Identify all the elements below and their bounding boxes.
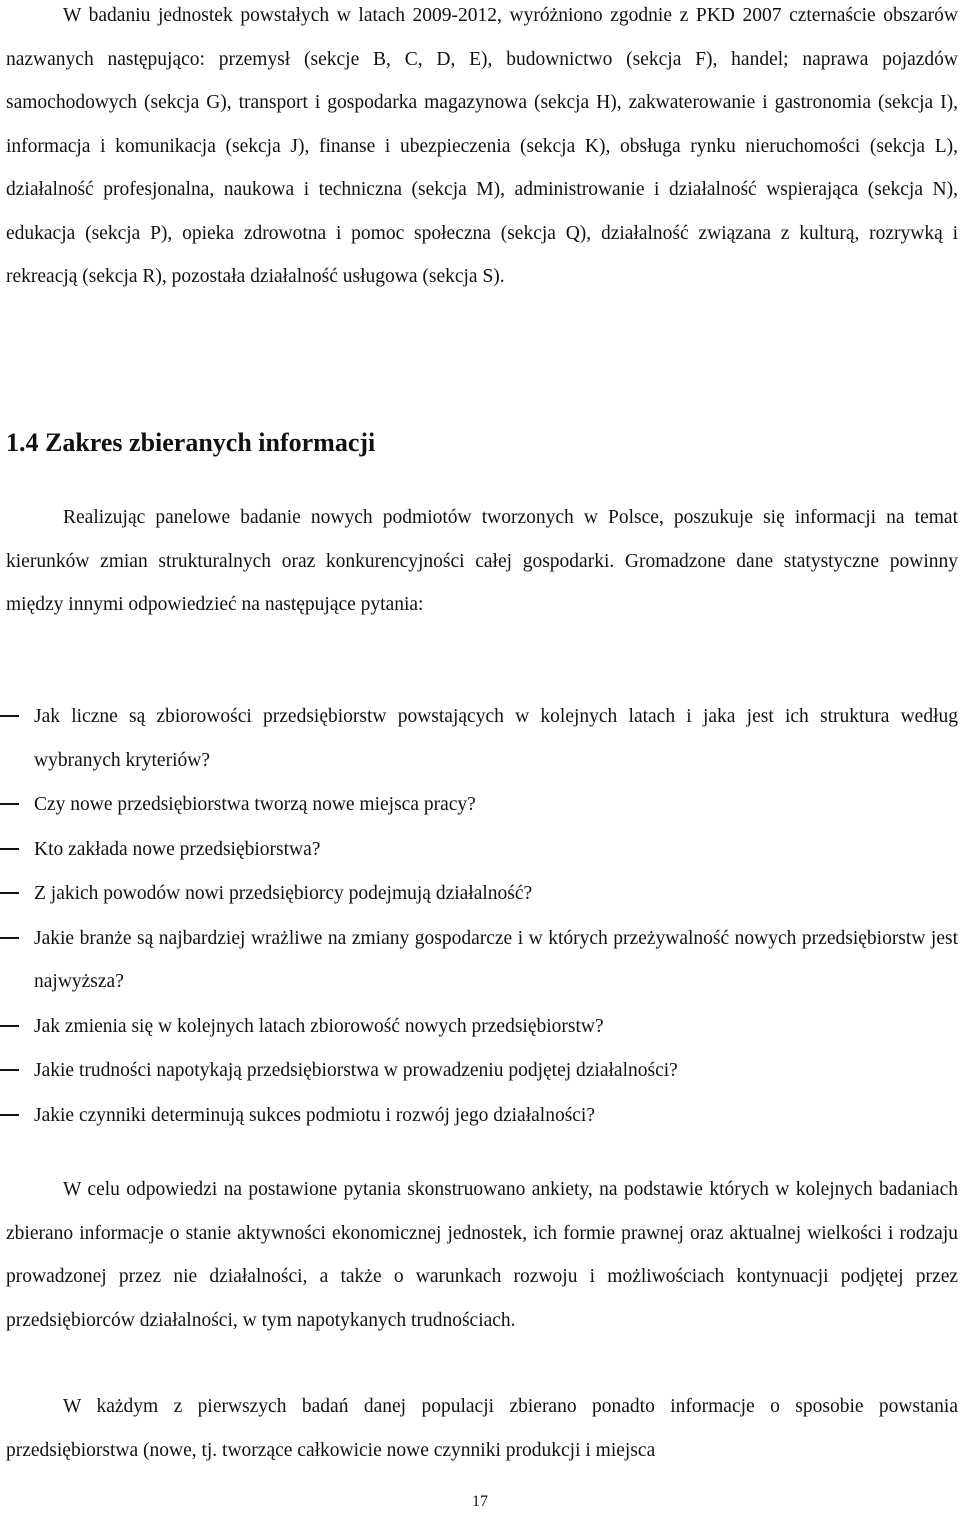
dash-bullet xyxy=(0,1025,19,1027)
question-item xyxy=(0,872,958,916)
question-text: Czy nowe przedsiębiorstwa tworzą nowe miejsca pracy? xyxy=(34,794,476,815)
page-number: 17 xyxy=(472,1493,488,1510)
intro-block xyxy=(6,0,958,299)
dash-bullet xyxy=(0,1069,19,1071)
question-text: Z jakich powodów nowi przedsiębiorcy podejmują działalność? xyxy=(34,883,533,904)
dash-bullet xyxy=(0,937,19,939)
question-item xyxy=(0,1049,958,1093)
intro-paragraph: W badaniu jednostek powstałych w latach 2009-2012, wyróżniono zgodnie z PKD 2007 czternaście obszarów nazwanych następująco: przemysł (sekcje B, C, D, E), budownictwo (sekcja F), handel; naprawa pojazdów samochodowych (sekcja G), transport i gospodarka magazynowa (sekcja H), zakwaterowanie i gastronomia (sekcja I), informacja i komunikacja (sekcja J), finanse i ubezpieczenia (sekcja K), obsługa rynku nieruchomości (sekcja L), działalność profesjonalna, naukowa i techniczna (sekcja M), administrowanie i działalność wspierająca (sekcja N), edukacja (sekcja P), opieka zdrowotna i pomoc społeczna (sekcja Q), działalność związana z kulturą, rozrywką i rekreacją (sekcja R), pozostała działalność usługowa (sekcja S). xyxy=(6,5,958,287)
questions-list xyxy=(0,695,958,1138)
question-text: Jak liczne są zbiorowości przedsiębiorstw powstających w kolejnych latach i jaka jest ich struktura według wybranych kryteriów? xyxy=(34,706,958,771)
dash-bullet xyxy=(0,1114,19,1116)
question-item xyxy=(0,917,958,1004)
question-text: Jakie czynniki determinują sukces podmiotu i rozwój jego działalności? xyxy=(34,1104,596,1126)
answer-paragraph: W celu odpowiedzi na postawione pytania skonstruowano ankiety, na podstawie których w kolejnych badaniach zbierano informacje o stanie aktywności ekonomicznej jednostek, ich formie prawnej oraz aktualnej wielkości i rodzaju prowadzonej przez nie działalności, a także o warunkach rozwoju i możliwościach kontynuacji podjętej przez przedsiębiorców działalności, w tym napotykanych trudnościach. xyxy=(6,1179,958,1331)
dash-bullet xyxy=(0,715,19,717)
each-block xyxy=(6,1385,958,1472)
section-heading: 1.4 Zakres zbieranych informacji xyxy=(6,428,376,457)
scope-block xyxy=(6,496,958,627)
dash-bullet xyxy=(0,892,19,894)
question-text: Jak zmienia się w kolejnych latach zbiorowość nowych przedsiębiorstw? xyxy=(34,1015,604,1037)
scope-paragraph: Realizując panelowe badanie nowych podmiotów tworzonych w Polsce, poszukuje się informacji na temat kierunków zmian strukturalnych oraz konkurencyjności całej gospodarki. Gromadzone dane statystyczne powinny między innymi odpowiedzieć na następujące pytania: xyxy=(6,507,958,615)
answer-block xyxy=(6,1168,958,1342)
question-item xyxy=(0,1005,958,1049)
dash-bullet xyxy=(0,848,19,850)
question-item xyxy=(0,783,958,827)
question-text: Jakie branże są najbardziej wrażliwe na zmiany gospodarcze i w których przeżywalność nowych przedsiębiorstw jest najwyższa? xyxy=(34,927,958,992)
question-text: Jakie trudności napotykają przedsiębiorstwa w prowadzeniu podjętej działalności? xyxy=(34,1060,678,1081)
question-item xyxy=(0,828,958,872)
question-item xyxy=(0,1094,958,1138)
question-item xyxy=(0,695,958,782)
each-paragraph: W każdym z pierwszych badań danej populacji zbierano ponadto informacje o sposobie powstania przedsiębiorstwa (nowe, tj. tworzące całkowicie nowe czynniki produkcji i miejsca xyxy=(6,1396,958,1461)
dash-bullet xyxy=(0,803,19,805)
question-text: Kto zakłada nowe przedsiębiorstwa? xyxy=(34,838,321,860)
